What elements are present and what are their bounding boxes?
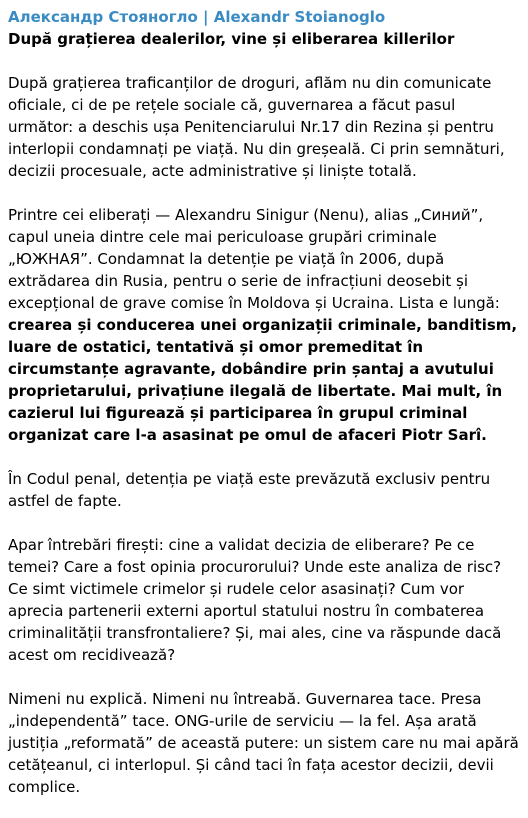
post-paragraph-2-charges: crearea și conducerea unei organizații criminale, banditism, luare de ostatici, tentativă și omor premeditat în circumstanțe agravante, dobândire prin șantaj a avutului proprietarului, privațiune ilegală de libertate. Mai mult, în cazierul lui figurează și participarea în grupul criminal organizat care l-a asasinat pe omul de afaceri Piotr Sarî.	[8, 316, 518, 444]
post-paragraph-4: Apar întrebări firești: cine a validat decizia de eliberare? Pe ce temei? Care a fost opinia procurorului? Unde este analiza de risc? Ce simt victimele crimelor și rudele celor asasinați? Cum vor aprecia partenerii externi aportul statului nostru în combaterea criminalității transfrontaliere? Și, mai ales, cine va răspunde dacă acest om recidivează?	[8, 536, 502, 664]
post-paragraph-5: Nimeni nu explică. Nimeni nu întreabă. Guvernarea tace. Presa „independentă” tace. ONG-urile de serviciu — la fel. Așa arată justiția „reformată” de această putere: un sistem care nu mai apără cetățeanul, ci interlopul. Și când taci în fața acestor decizii, devii complice.	[8, 690, 519, 796]
post-headline: După grațierea dealerilor, vine și eliberarea killerilor	[8, 30, 455, 48]
post-paragraph-2-intro: Printre cei eliberați — Alexandru Sinigur (Nenu), alias „Синий”, capul uneia dintre cele mai periculoase grupări criminale „ЮЖНАЯ”. Condamnat la detenție pe viață în 2006, după extrădarea din Rusia, pentru o serie de infracțiuni deosebit și excepțional de grave comise în Moldova și Ucraina. Lista e lungă:	[8, 206, 500, 312]
post-paragraph-3: În Codul penal, detenția pe viață este prevăzută exclusiv pentru astfel de fapte.	[8, 470, 491, 510]
post-author[interactable]: Александр Стояногло | Alexandr Stoianoglo	[8, 8, 386, 26]
post-paragraph-1: După grațierea traficanților de droguri, aflăm nu din comunicate oficiale, ci de pe rețele sociale că, guvernarea a făcut pasul următor: a deschis ușa Penitenciarului Nr.17 din Rezina și pentru interlopii condamnați pe viață. Nu din greșeală. Ci prin semnături, decizii procesuale, acte administrative și liniște totală.	[8, 74, 505, 180]
post-paragraph-2	[8, 204, 520, 446]
